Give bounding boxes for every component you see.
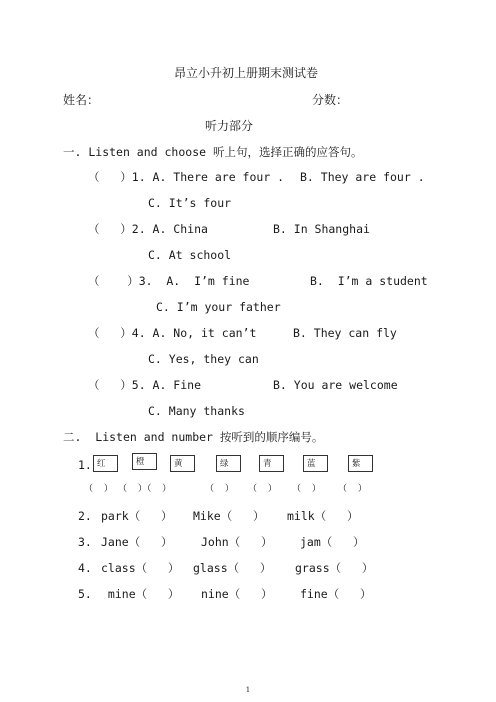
- row2-word-1: park（ ）: [101, 509, 173, 523]
- q3-option-c: C. I’m your father: [156, 300, 281, 314]
- blank-1: （ ）: [84, 484, 113, 494]
- q2-option-c: C. At school: [148, 248, 232, 262]
- color-box-orange: 橙: [132, 453, 157, 470]
- color-box-green: 绿: [216, 455, 241, 472]
- row3-word-3: jam（ ）: [300, 535, 365, 549]
- row3-word-2: John（ ）: [201, 535, 273, 549]
- blank-6: （ ）: [292, 484, 321, 494]
- q4-option-b: B. They can fly: [293, 326, 397, 340]
- q5-line: （ ）5. A. Fine: [88, 378, 202, 392]
- q1-option-c: C. It’s four: [148, 196, 232, 210]
- color-box-blue: 蓝: [303, 455, 328, 472]
- row5-word-2: nine（ ）: [201, 587, 273, 601]
- part1-heading: 一. Listen and choose 听上句，选择正确的应答句。: [63, 145, 363, 159]
- q4-line: （ ）4. A. No, it can’t: [88, 326, 257, 340]
- q3-line: （ ）3. A. I’m fine: [88, 274, 250, 288]
- q5-option-b: B. You are welcome: [273, 378, 398, 392]
- page-title: 昂立小升初上册期末测试卷: [174, 66, 319, 80]
- color-box-red: 红: [93, 455, 118, 472]
- row5-number: 5.: [78, 587, 92, 601]
- part2-heading: 二. Listen and number 按听到的顺序编号。: [63, 430, 324, 444]
- row1-number: 1.: [78, 458, 92, 472]
- row4-number: 4.: [78, 561, 92, 575]
- row5-word-3: fine（ ）: [300, 587, 372, 601]
- row4-word-3: grass（ ）: [295, 561, 374, 575]
- q4-option-c: C. Yes, they can: [148, 352, 259, 366]
- row2-word-2: Mike（ ）: [193, 509, 265, 523]
- name-label: 姓名：: [63, 93, 100, 107]
- blank-4: （ ）: [205, 484, 234, 494]
- q1-option-b: B. They are four .: [300, 170, 425, 184]
- row2-word-3: milk（ ）: [287, 509, 359, 523]
- q2-line: （ ）2. A. China: [88, 222, 208, 236]
- row4-word-2: glass（ ）: [193, 561, 272, 575]
- q3-option-b: B. I’m a student: [310, 274, 428, 288]
- q2-option-b: B. In Shanghai: [273, 222, 370, 236]
- color-box-cyan: 青: [259, 455, 284, 472]
- blank-2-3: （ ）（ ）: [118, 484, 172, 494]
- page-number: 1: [245, 686, 251, 694]
- row3-number: 3.: [78, 535, 92, 549]
- row4-word-1: class（ ）: [101, 561, 180, 575]
- row5-word-1: mine（ ）: [101, 587, 180, 601]
- row2-number: 2.: [78, 509, 92, 523]
- color-box-purple: 紫: [348, 455, 373, 472]
- color-box-yellow: 黄: [170, 455, 195, 472]
- blank-5: （ ）: [248, 484, 277, 494]
- q1-line: （ ）1. A. There are four .: [88, 170, 285, 184]
- section-heading: 听力部分: [205, 119, 254, 133]
- score-label: 分数：: [312, 93, 349, 107]
- blank-7: （ ）: [338, 484, 367, 494]
- q5-option-c: C. Many thanks: [148, 404, 245, 418]
- row3-word-1: Jane（ ）: [101, 535, 173, 549]
